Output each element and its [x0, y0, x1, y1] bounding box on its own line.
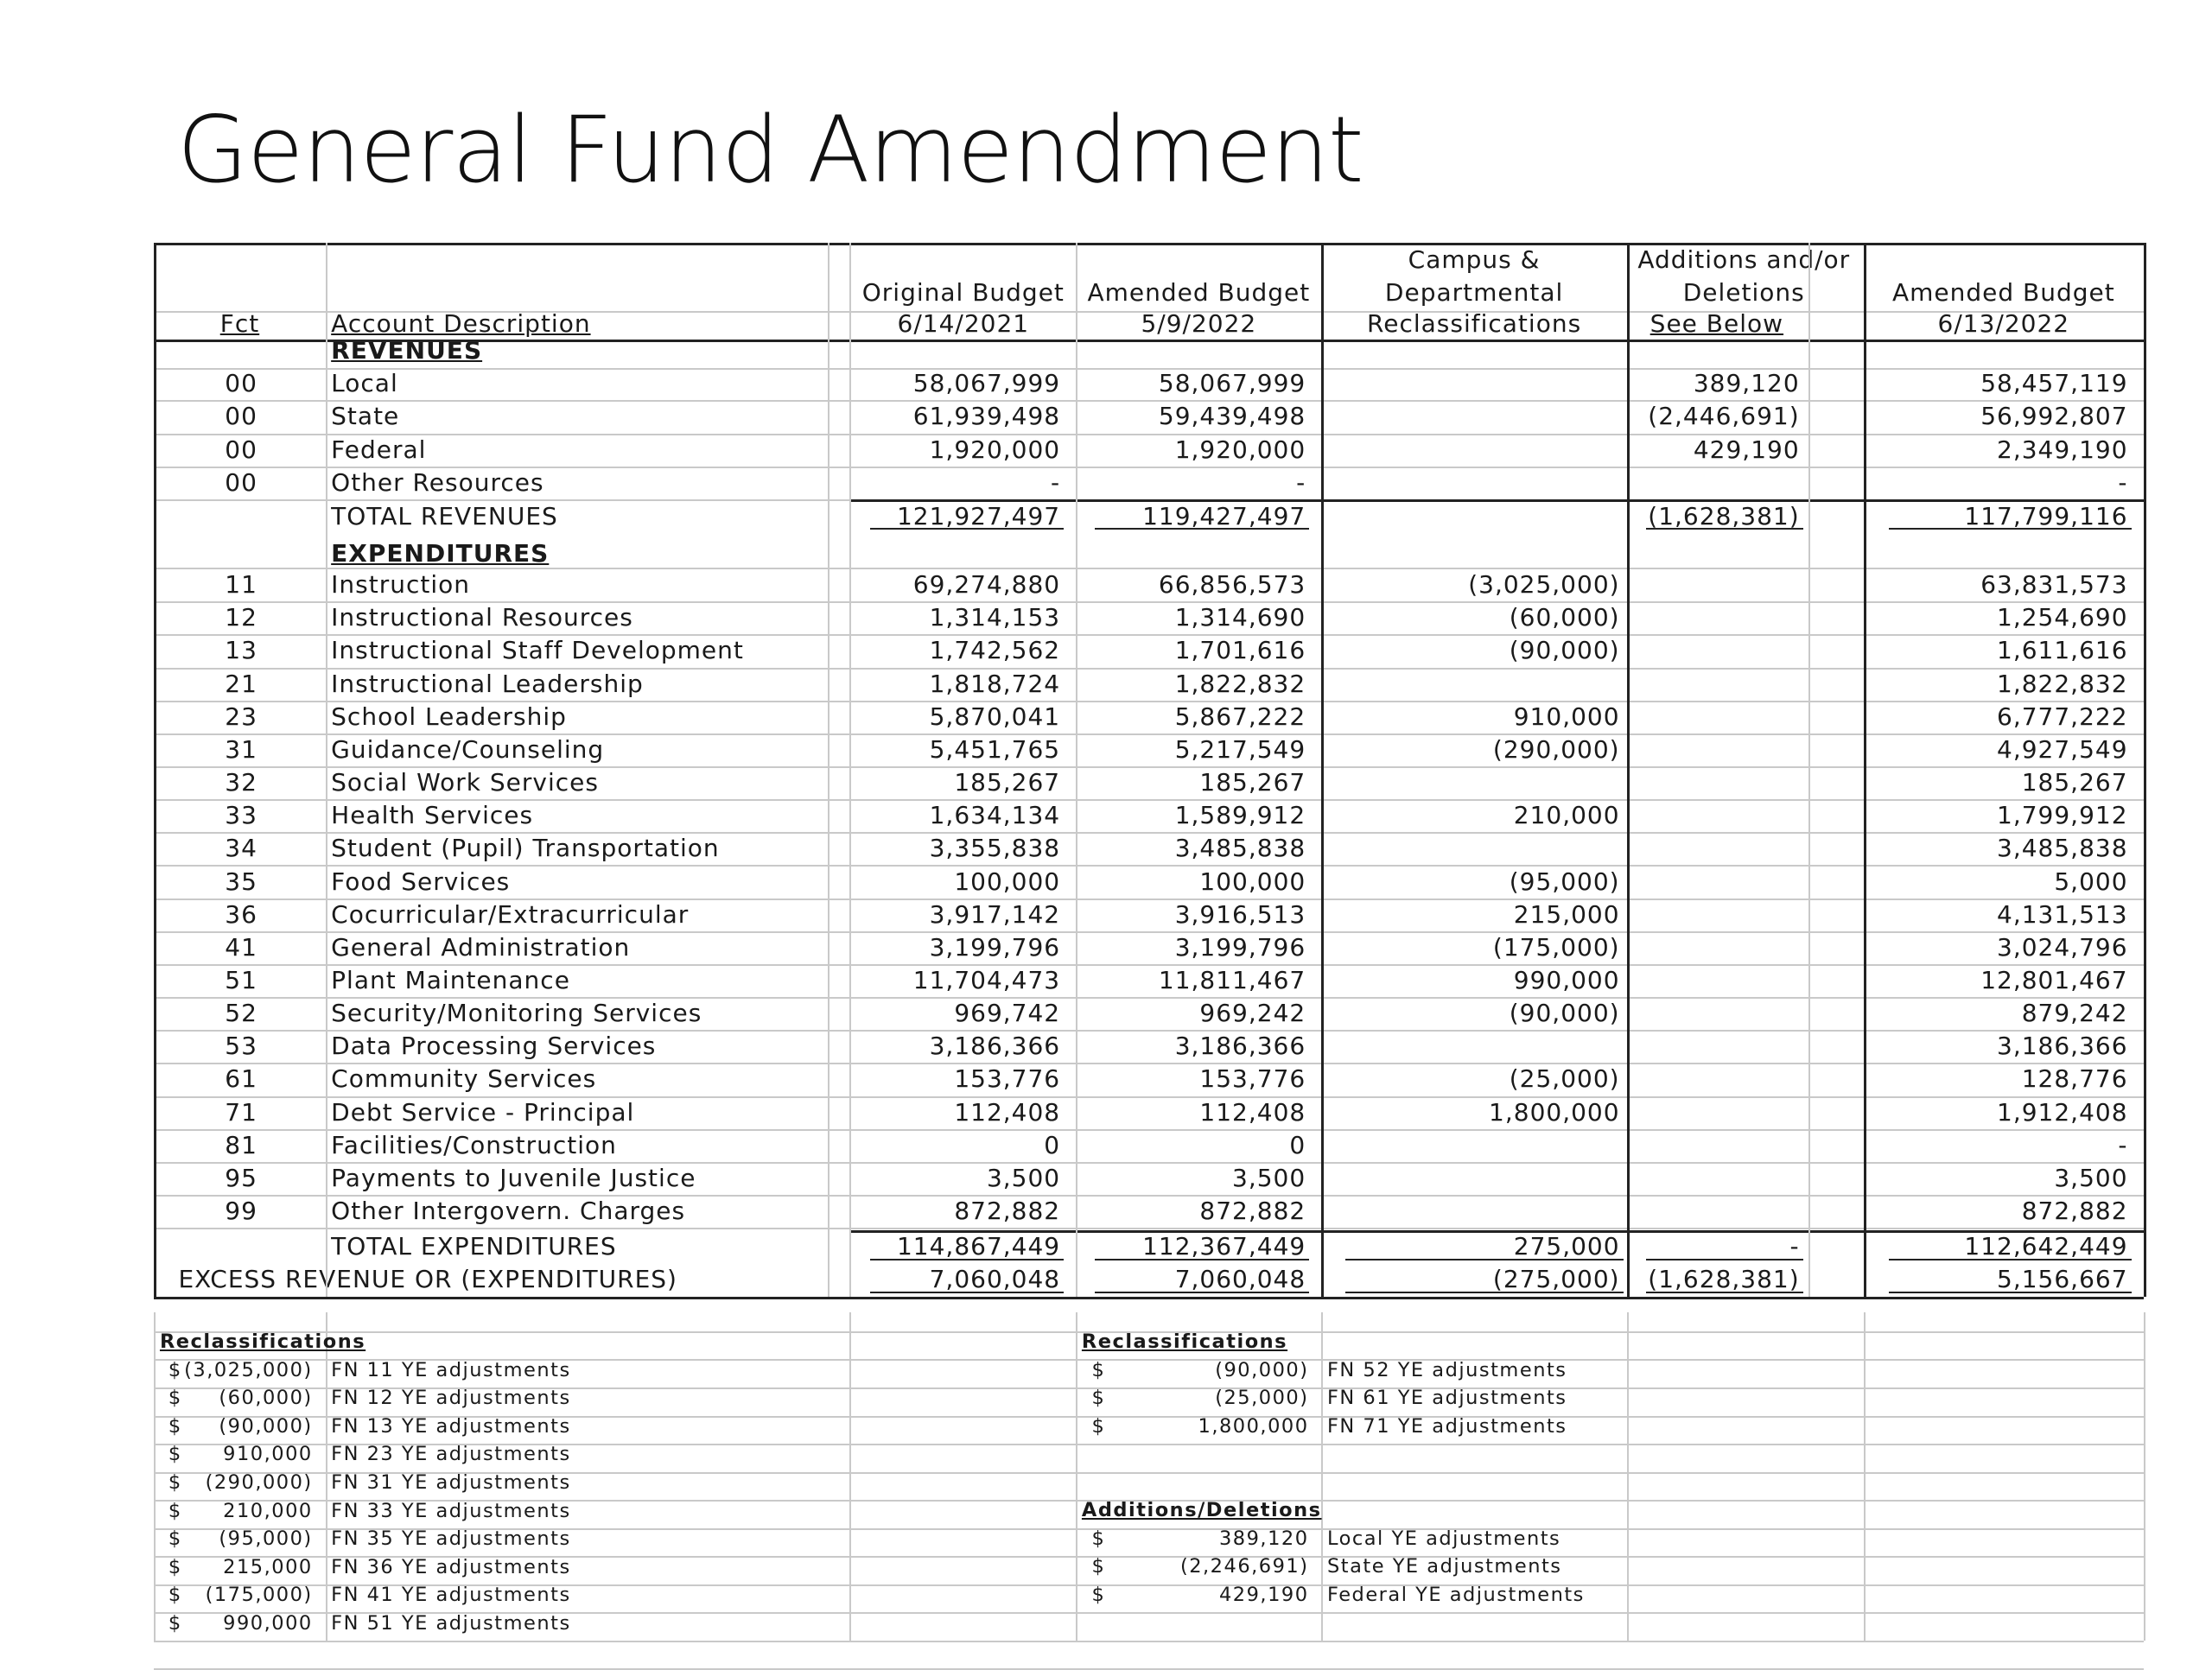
grid-line [154, 601, 2143, 603]
grid-line [154, 311, 2143, 313]
note-amount: 429,190 [1218, 1583, 1309, 1606]
note-amount: (2,246,691) [1179, 1555, 1309, 1578]
fct-code: 32 [225, 768, 257, 797]
header-amended-budget: Amended Budget [1087, 277, 1311, 307]
excess-underline [1095, 1292, 1309, 1293]
final-amended-value: 3,024,796 [1997, 932, 2128, 962]
header-reclassifications: Reclassifications [1367, 308, 1582, 338]
currency-symbol: $ [1091, 1387, 1106, 1410]
grid-line [1076, 243, 1077, 1298]
fct-code: 61 [225, 1064, 257, 1094]
final-amended-value: 3,485,838 [1997, 834, 2128, 863]
currency-symbol: $ [168, 1499, 182, 1522]
grid-line [154, 1030, 2143, 1032]
fct-code: 00 [225, 369, 257, 398]
fct-code: 41 [225, 932, 257, 962]
fct-code: 81 [225, 1130, 257, 1159]
final-amended-value: 5,156,667 [1997, 1265, 2128, 1294]
excess-underline [1345, 1292, 1624, 1293]
note-text: FN 31 YE adjustments [331, 1470, 571, 1494]
amended-budget-value: 872,882 [1199, 1197, 1306, 1226]
note-text: FN 41 YE adjustments [331, 1584, 571, 1607]
final-amended-value: 4,131,513 [1997, 899, 2128, 929]
currency-symbol: $ [1091, 1414, 1106, 1438]
expenditures-total-border [849, 1230, 2144, 1233]
note-amount: (90,000) [1215, 1358, 1309, 1381]
account-description: Guidance/Counseling [331, 734, 605, 764]
final-amended-value: 872,882 [2021, 1197, 2128, 1226]
original-budget-value: 58,067,999 [912, 369, 1061, 398]
note-text: FN 61 YE adjustments [1326, 1387, 1567, 1410]
note-text: FN 35 YE adjustments [331, 1527, 571, 1551]
final-amended-value: 1,912,408 [1997, 1097, 2128, 1127]
fct-code: 33 [225, 801, 257, 830]
additions-value: (1,628,381) [1648, 1265, 1800, 1294]
account-description: TOTAL EXPENDITURES [331, 1232, 617, 1261]
additions-deletions-heading: Additions/Deletions [1081, 1498, 1322, 1521]
total-revenues-underline [1095, 528, 1309, 530]
fct-code: 21 [225, 669, 257, 698]
reclassification-value: (290,000) [1492, 734, 1620, 764]
amended-budget-value: 5,217,549 [1174, 734, 1306, 764]
original-budget-value: 69,274,880 [912, 570, 1061, 600]
note-text: FN 33 YE adjustments [331, 1499, 571, 1522]
fct-code: 71 [225, 1097, 257, 1127]
account-description: Food Services [331, 867, 511, 896]
amended-budget-value: 59,439,498 [1158, 402, 1306, 431]
currency-symbol: $ [168, 1584, 182, 1607]
header-deletions: Deletions [1682, 277, 1805, 307]
account-description: Payments to Juvenile Justice [331, 1163, 696, 1192]
amended-budget-value: 119,427,497 [1142, 501, 1306, 530]
total-revenues-underline [1889, 528, 2132, 530]
amended-budget-value: 153,776 [1199, 1064, 1306, 1094]
account-description: Local [331, 369, 398, 398]
fct-code: 35 [225, 867, 257, 896]
note-text: FN 36 YE adjustments [331, 1555, 571, 1578]
reclassification-value: (95,000) [1509, 867, 1620, 896]
account-description: Instructional Resources [331, 603, 633, 632]
grid-line [1627, 1312, 1629, 1641]
currency-symbol: $ [1091, 1527, 1106, 1550]
note-amount: 1,800,000 [1198, 1414, 1309, 1438]
final-amended-value: 185,267 [2021, 768, 2128, 797]
note-amount: (95,000) [219, 1527, 313, 1551]
account-description: Community Services [331, 1064, 597, 1094]
campus-left-border [1321, 243, 1324, 1298]
revenues-total-border [849, 499, 2144, 502]
header-bottom-border [154, 340, 2143, 342]
final-amended-value: 3,186,366 [1997, 1032, 2128, 1061]
page-title: General Fund Amendment [177, 97, 1363, 203]
original-budget-value: 1,920,000 [929, 435, 1061, 464]
fct-code: 12 [225, 603, 257, 632]
account-description: Data Processing Services [331, 1032, 657, 1061]
final-amended-value: - [2118, 467, 2128, 497]
final-amended-value: 112,642,449 [1964, 1232, 2128, 1261]
amended-budget-value: 66,856,573 [1158, 570, 1306, 600]
note-text: FN 52 YE adjustments [1326, 1358, 1567, 1381]
original-budget-value: 3,500 [986, 1163, 1061, 1192]
header-final-amended-budget: Amended Budget [1891, 277, 2115, 307]
currency-symbol: $ [168, 1387, 182, 1410]
excess-underline [870, 1292, 1065, 1293]
grid-line [154, 568, 2143, 569]
revenues-label: REVENUES [331, 336, 483, 365]
total-expenditures-underline [870, 1259, 1065, 1260]
fct-code: 23 [225, 702, 257, 731]
reclassification-value: (3,025,000) [1468, 570, 1620, 600]
fct-code: 11 [225, 570, 257, 600]
original-budget-value: 3,917,142 [929, 899, 1061, 929]
expenditures-label: EXPENDITURES [331, 538, 550, 568]
fct-code: 51 [225, 965, 257, 994]
header-campus: Campus & [1408, 244, 1541, 274]
grid-line [154, 898, 2143, 900]
note-text: Federal YE adjustments [1326, 1583, 1585, 1606]
header-final-date: 6/13/2022 [1937, 308, 2070, 338]
amended-budget-value: 3,199,796 [1174, 932, 1306, 962]
grid-line [154, 634, 2143, 636]
amended-budget-value: - [1296, 467, 1306, 497]
grid-line [828, 243, 830, 1298]
fct-code: 99 [225, 1197, 257, 1226]
grid-line [154, 799, 2143, 801]
grid-line [326, 243, 327, 1298]
note-text: FN 12 YE adjustments [331, 1387, 571, 1410]
account-description: School Leadership [331, 702, 567, 731]
amended-budget-value: 7,060,048 [1174, 1265, 1306, 1294]
account-description: Instruction [331, 570, 471, 600]
grid-line [849, 1312, 851, 1641]
additions-value: (2,446,691) [1648, 402, 1800, 431]
amended-budget-value: 5,867,222 [1174, 702, 1306, 731]
account-description: Social Work Services [331, 768, 599, 797]
amended-budget-value: 3,500 [1232, 1163, 1306, 1192]
note-text: FN 11 YE adjustments [331, 1358, 571, 1381]
additions-left-border [1627, 243, 1630, 1298]
amended-budget-value: 58,067,999 [1158, 369, 1306, 398]
account-description: Plant Maintenance [331, 965, 570, 994]
note-text: FN 71 YE adjustments [1326, 1414, 1567, 1438]
grid-line [154, 701, 2143, 702]
note-amount: (90,000) [219, 1414, 313, 1438]
header-see-below: See Below [1649, 308, 1784, 338]
reclassification-value: 1,800,000 [1489, 1097, 1620, 1127]
reclassification-value: 275,000 [1513, 1232, 1620, 1261]
total-expenditures-underline [1345, 1259, 1624, 1260]
grid-line [154, 1129, 2143, 1131]
grid-line [1808, 243, 1810, 1298]
note-amount: 990,000 [223, 1611, 313, 1635]
fct-code: 00 [225, 467, 257, 497]
note-amount: (290,000) [205, 1470, 313, 1494]
grid-line [1864, 1312, 1866, 1641]
original-budget-value: 872,882 [954, 1197, 1061, 1226]
original-budget-value: 0 [1044, 1130, 1061, 1159]
original-budget-value: 114,867,449 [896, 1232, 1061, 1261]
original-budget-value: 61,939,498 [912, 402, 1061, 431]
account-description: General Administration [331, 932, 631, 962]
grid-line [154, 1162, 2143, 1164]
account-description: Instructional Leadership [331, 669, 644, 698]
currency-symbol: $ [168, 1443, 182, 1466]
fct-code: 00 [225, 435, 257, 464]
final-left-border [1864, 243, 1866, 1298]
reclassification-value: (25,000) [1509, 1064, 1620, 1094]
final-amended-value: 128,776 [2021, 1064, 2128, 1094]
additions-value: (1,628,381) [1648, 501, 1800, 530]
grid-line [154, 368, 2143, 370]
note-amount: (25,000) [1215, 1387, 1309, 1410]
note-amount: (3,025,000) [184, 1358, 313, 1381]
header-original-budget: Original Budget [861, 277, 1065, 307]
original-budget-value: 3,355,838 [929, 834, 1061, 863]
note-text: FN 51 YE adjustments [331, 1611, 571, 1635]
amended-budget-value: 112,367,449 [1142, 1232, 1306, 1261]
original-budget-value: 5,870,041 [929, 702, 1061, 731]
additions-value: 429,190 [1693, 435, 1800, 464]
reclassification-value: (60,000) [1509, 603, 1620, 632]
account-description: Other Intergovern. Charges [331, 1197, 686, 1226]
final-amended-value: 5,000 [2054, 867, 2128, 896]
grid-line [154, 997, 2143, 999]
original-budget-value: 112,408 [954, 1097, 1061, 1127]
final-amended-value: 2,349,190 [1997, 435, 2128, 464]
additions-value: - [1789, 1232, 1800, 1261]
header-additions: Additions and/or [1637, 244, 1851, 274]
note-amount: 215,000 [223, 1555, 313, 1578]
reclassification-value: (275,000) [1492, 1265, 1620, 1294]
final-amended-value: 58,457,119 [1980, 369, 2128, 398]
grid-line [154, 1195, 2143, 1197]
header-account-description: Account Description [331, 308, 591, 338]
original-budget-value: 121,927,497 [896, 501, 1061, 530]
grid-line [154, 964, 2143, 966]
final-amended-value: 56,992,807 [1980, 402, 2128, 431]
amended-budget-value: 1,314,690 [1174, 603, 1306, 632]
account-description: State [331, 402, 400, 431]
reclassification-value: (90,000) [1509, 636, 1620, 665]
amended-budget-value: 185,267 [1199, 768, 1306, 797]
fct-code: 00 [225, 402, 257, 431]
account-description: Instructional Staff Development [331, 636, 744, 665]
original-budget-value: 11,704,473 [912, 965, 1061, 994]
grid-line [154, 766, 2143, 768]
grid-line [154, 1096, 2143, 1098]
total-revenues-underline [870, 528, 1065, 530]
amended-budget-value: 112,408 [1199, 1097, 1306, 1127]
fct-code: 36 [225, 899, 257, 929]
final-amended-value: 1,611,616 [1997, 636, 2128, 665]
notes-right-heading: Reclassifications [1081, 1330, 1288, 1353]
table-left-border [154, 243, 156, 1298]
grid-line [326, 1312, 327, 1641]
amended-budget-value: 1,589,912 [1174, 801, 1306, 830]
table-top-border [154, 243, 2143, 245]
currency-symbol: $ [168, 1555, 182, 1578]
total-revenues-underline [1646, 528, 1803, 530]
reclassification-value: 990,000 [1513, 965, 1620, 994]
final-amended-value: 117,799,116 [1964, 501, 2128, 530]
excess-underline [1889, 1292, 2132, 1293]
account-description: Other Resources [331, 467, 544, 497]
account-description: Cocurricular/Extracurricular [331, 899, 690, 929]
account-description: Security/Monitoring Services [331, 999, 702, 1028]
account-description: Federal [331, 435, 427, 464]
original-budget-value: 100,000 [954, 867, 1061, 896]
grid-line [154, 931, 2143, 933]
note-text: State YE adjustments [1326, 1555, 1562, 1578]
grid-line [849, 243, 851, 1298]
header-original-date: 6/14/2021 [897, 308, 1030, 338]
original-budget-value: 1,742,562 [929, 636, 1061, 665]
note-text: Local YE adjustments [1326, 1527, 1561, 1550]
grid-line [2144, 1312, 2145, 1641]
currency-symbol: $ [168, 1414, 182, 1438]
header-fct: Fct [219, 308, 260, 338]
grid-line [154, 400, 2143, 402]
table-right-border [2144, 243, 2146, 1298]
original-budget-value: 3,186,366 [929, 1032, 1061, 1061]
final-amended-value: 4,927,549 [1997, 734, 2128, 764]
account-description: Health Services [331, 801, 534, 830]
grid-line [154, 865, 2143, 867]
final-amended-value: 1,799,912 [1997, 801, 2128, 830]
currency-symbol: $ [168, 1611, 182, 1635]
total-expenditures-underline [1095, 1259, 1309, 1260]
original-budget-value: 185,267 [954, 768, 1061, 797]
grid-line [154, 668, 2143, 670]
grid-line [154, 434, 2143, 435]
currency-symbol: $ [1091, 1358, 1106, 1381]
final-amended-value: 1,822,832 [1997, 669, 2128, 698]
final-amended-value: 6,777,222 [1997, 702, 2128, 731]
fct-code: 95 [225, 1163, 257, 1192]
original-budget-value: 7,060,048 [929, 1265, 1061, 1294]
final-amended-value: 63,831,573 [1980, 570, 2128, 600]
amended-budget-value: 3,186,366 [1174, 1032, 1306, 1061]
account-description: Facilities/Construction [331, 1130, 617, 1159]
currency-symbol: $ [1091, 1583, 1106, 1606]
note-amount: (60,000) [219, 1387, 313, 1410]
note-amount: (175,000) [205, 1584, 313, 1607]
reclassification-value: 210,000 [1513, 801, 1620, 830]
amended-budget-value: 100,000 [1199, 867, 1306, 896]
original-budget-value: 5,451,765 [929, 734, 1061, 764]
amended-budget-value: 0 [1289, 1130, 1306, 1159]
header-amended-date: 5/9/2022 [1141, 308, 1257, 338]
grid-line [154, 1063, 2143, 1064]
grid-line [154, 832, 2143, 834]
grid-line [154, 733, 2143, 735]
note-amount: 910,000 [223, 1443, 313, 1466]
original-budget-value: 1,314,153 [929, 603, 1061, 632]
notes-left-heading: Reclassifications [159, 1330, 366, 1353]
fct-code: 34 [225, 834, 257, 863]
amended-budget-value: 11,811,467 [1158, 965, 1306, 994]
currency-symbol: $ [168, 1527, 182, 1551]
grid-line [154, 467, 2143, 468]
account-description: Student (Pupil) Transportation [331, 834, 720, 863]
note-amount: 389,120 [1218, 1527, 1309, 1550]
final-amended-value: 12,801,467 [1980, 965, 2128, 994]
total-expenditures-underline [1646, 1259, 1803, 1260]
account-description: EXCESS REVENUE OR (EXPENDITURES) [178, 1265, 677, 1294]
total-expenditures-underline [1889, 1259, 2132, 1260]
amended-budget-value: 1,701,616 [1174, 636, 1306, 665]
amended-budget-value: 3,485,838 [1174, 834, 1306, 863]
reclassification-value: (175,000) [1492, 932, 1620, 962]
fct-code: 53 [225, 1032, 257, 1061]
header-departmental: Departmental [1384, 277, 1564, 307]
grid-line [154, 1641, 2143, 1642]
amended-budget-value: 1,920,000 [1174, 435, 1306, 464]
final-amended-value: 3,500 [2054, 1163, 2128, 1192]
original-budget-value: 1,634,134 [929, 801, 1061, 830]
note-text: FN 13 YE adjustments [331, 1414, 571, 1438]
original-budget-value: 1,818,724 [929, 669, 1061, 698]
currency-symbol: $ [1091, 1555, 1106, 1578]
additions-value: 389,120 [1693, 369, 1800, 398]
reclassification-value: 215,000 [1513, 899, 1620, 929]
account-description: TOTAL REVENUES [331, 501, 558, 530]
original-budget-value: - [1051, 467, 1061, 497]
note-amount: 210,000 [223, 1499, 313, 1522]
fct-code: 52 [225, 999, 257, 1028]
currency-symbol: $ [168, 1470, 182, 1494]
amended-budget-value: 1,822,832 [1174, 669, 1306, 698]
grid-line [1321, 1312, 1323, 1641]
fct-code: 31 [225, 734, 257, 764]
account-description: Debt Service - Principal [331, 1097, 635, 1127]
final-amended-value: 879,242 [2021, 999, 2128, 1028]
original-budget-value: 969,742 [954, 999, 1061, 1028]
currency-symbol: $ [168, 1358, 182, 1381]
note-text: FN 23 YE adjustments [331, 1443, 571, 1466]
reclassification-value: 910,000 [1513, 702, 1620, 731]
amended-budget-value: 3,916,513 [1174, 899, 1306, 929]
final-amended-value: 1,254,690 [1997, 603, 2128, 632]
original-budget-value: 153,776 [954, 1064, 1061, 1094]
final-amended-value: - [2118, 1130, 2128, 1159]
table-bottom-border [154, 1297, 2143, 1299]
original-budget-value: 3,199,796 [929, 932, 1061, 962]
excess-underline [1646, 1292, 1803, 1293]
reclassification-value: (90,000) [1509, 999, 1620, 1028]
fct-code: 13 [225, 636, 257, 665]
amended-budget-value: 969,242 [1199, 999, 1306, 1028]
